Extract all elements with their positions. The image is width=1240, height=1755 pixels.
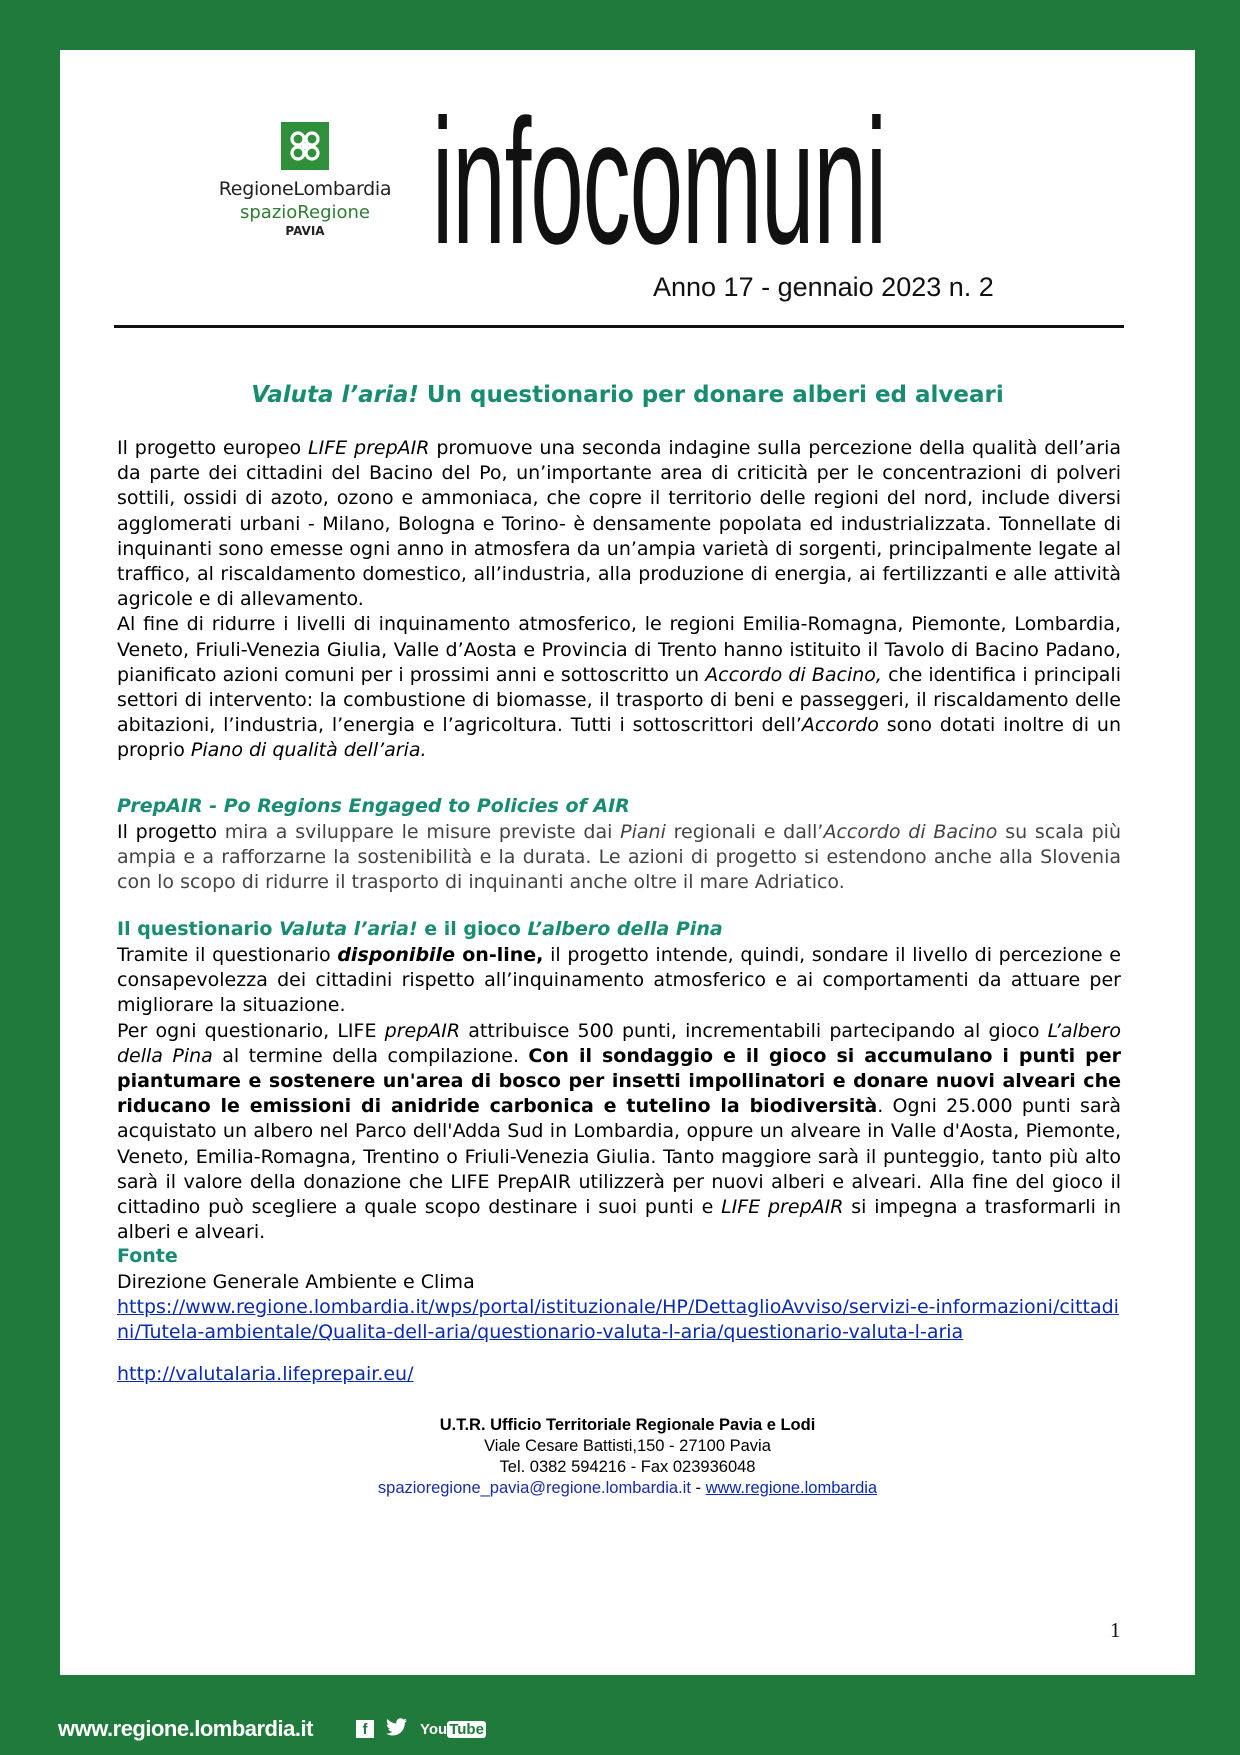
bottom-site-url[interactable]: www.regione.lombardia.it bbox=[58, 1716, 313, 1741]
fonte-heading: Fonte bbox=[117, 1245, 178, 1267]
masthead-title: infocomuni bbox=[432, 82, 887, 281]
logo-city: PAVIA bbox=[285, 224, 325, 238]
social-icons bbox=[356, 1718, 486, 1740]
headline-italic: Valuta l’aria! bbox=[251, 382, 419, 408]
fonte-org: Direzione Generale Ambiente e Clima bbox=[117, 1271, 475, 1293]
page-number: 1 bbox=[1110, 1618, 1121, 1642]
facebook-icon[interactable]: f bbox=[356, 1720, 374, 1738]
logo-name: RegioneLombardia bbox=[218, 178, 392, 200]
twitter-icon[interactable] bbox=[386, 1718, 408, 1740]
paragraph-prepair: Il progetto mira a sviluppare le misure previste dai Piani regionali e dall’Accordo di Bacino su scala più ampia e a rafforzarne la sostenibilità e la durata. Le azioni di progetto si estendono anche alla Slovenia con lo scopo di ridurre il trasporto di inquinanti anche oltre il mare Adriatico. bbox=[117, 821, 1121, 894]
document-page bbox=[60, 50, 1195, 1675]
fonte-link-valutalaria[interactable]: http://valutalaria.lifeprepair.eu/ bbox=[117, 1363, 414, 1385]
headline-rest: Un questionario per donare alberi ed alveari bbox=[418, 382, 1004, 408]
logo-subtitle: spazioRegione bbox=[240, 202, 370, 223]
office-contact-block: U.T.R. Ufficio Territoriale Regionale Pavia e Lodi Viale Cesare Battisti,150 - 27100 Pavia Tel. 0382 594216 - Fax 023936048 spazioregione_pavia@regione.lombardia.it - www.regione.lombardia bbox=[60, 1415, 1195, 1499]
regione-lombardia-logo bbox=[205, 122, 405, 238]
office-address: Viale Cesare Battisti,150 - 27100 Pavia bbox=[484, 1437, 771, 1455]
office-name: U.T.R. Ufficio Territoriale Regionale Pavia e Lodi bbox=[439, 1416, 816, 1434]
fonte-body bbox=[117, 1270, 1121, 1346]
office-website[interactable]: www.regione.lombardia bbox=[705, 1479, 878, 1497]
fonte-link-valutalaria-wrap bbox=[117, 1363, 414, 1385]
fonte-link-regione[interactable]: https://www.regione.lombardia.it/wps/portal/istituzionale/HP/DettaglioAvviso/servizi-e-informazioni/cittadini/Tutela-ambientale/Qualita-dell-aria/questionario-valuta-l-aria/questionario-valuta-l-aria bbox=[117, 1296, 1119, 1344]
article-headline bbox=[60, 382, 1195, 408]
paragraph-intro: Il progetto europeo LIFE prepAIR promuove una seconda indagine sulla percezione della qualità dell’aria da parte dei cittadini del Bacino del Po, un’importante area di criticità per le concentrazioni di polveri sottili, ossidi di azoto, ozono e ammoniaca, che copre il territorio delle regioni del nord, include diversi agglomerati urbani - Milano, Bologna e Torino- è densamente popolata ed industrializzata. Tonnellate di inquinanti sono emesse ogni anno in atmosfera da un’ampia varietà di sorgenti, principalmente legate al traffico, al riscaldamento domestico, all’industria, alla produzione di energia, ai fertilizzanti e alle attività agricole e di allevamento. Al fine di ridurre i livelli di inquinamento atmosferico, le regioni Emilia-Romagna, Piemonte, Lombardia, Veneto, Friuli-Venezia Giulia, Valle d’Aosta e Provincia di Trento hanno istituito il Tavolo di Bacino Padano, pianificato azioni comuni per i prossimi anni e sottoscritto un Accordo di Bacino, che identifica i principali settori di intervento: la combustione di biomasse, il trasporto di beni e passeggeri, il riscaldamento delle abitazioni, l’industria, l’energia e l’agricoltura. Tutti i sottoscrittori dell’Accordo sono dotati inoltre di un proprio Piano di qualità dell’aria. bbox=[117, 437, 1121, 762]
lombardia-rose-icon bbox=[281, 122, 329, 170]
paragraph-questionario: Tramite il questionario disponibile on-line, il progetto intende, quindi, sondare il livello di percezione e consapevolezza dei cittadini rispetto all’inquinamento atmosferico e ai comportamenti da attuare per migliorare la situazione. Per ogni questionario, LIFE prepAIR attribuisce 500 punti, incrementabili partecipando al gioco L’albero della Pina al termine della compilazione. Con il sondaggio e il gioco si accumulano i punti per piantumare e sostenere un'area di bosco per insetti impollinatori e donare nuovi alveari che riducano le emissioni di anidride carbonica e tutelino la biodiversità. Ogni 25.000 punti sarà acquistato un albero nel Parco dell'Adda Sud in Lombardia, oppure un alveare in Valle d'Aosta, Piemonte, Veneto, Emilia-Romagna, Trentino o Friuli-Venezia Giulia. Tanto maggiore sarà il punteggio, tanto più alto sarà il valore della donazione che LIFE PrepAIR utilizzerà per nuovi alberi e alveari. Alla fine del gioco il cittadino può scegliere a quale scopo destinare i suoi punti e LIFE prepAIR si impegna a trasformarli in alberi e alveari. bbox=[117, 944, 1121, 1244]
subheading-questionario: Il questionario Valuta l’aria! e il gioco L’albero della Pina bbox=[117, 918, 723, 940]
subheading-prepair: PrepAIR - Po Regions Engaged to Policies of AIR bbox=[117, 795, 630, 817]
header-divider bbox=[114, 325, 1124, 328]
issue-info: Anno 17 - gennaio 2023 n. 2 bbox=[653, 272, 994, 302]
office-phone: Tel. 0382 594216 - Fax 023936048 bbox=[499, 1458, 756, 1476]
youtube-icon[interactable]: You Tube bbox=[420, 1720, 484, 1738]
office-email[interactable]: spazioregione_pavia@regione.lombardia.it bbox=[377, 1479, 691, 1497]
